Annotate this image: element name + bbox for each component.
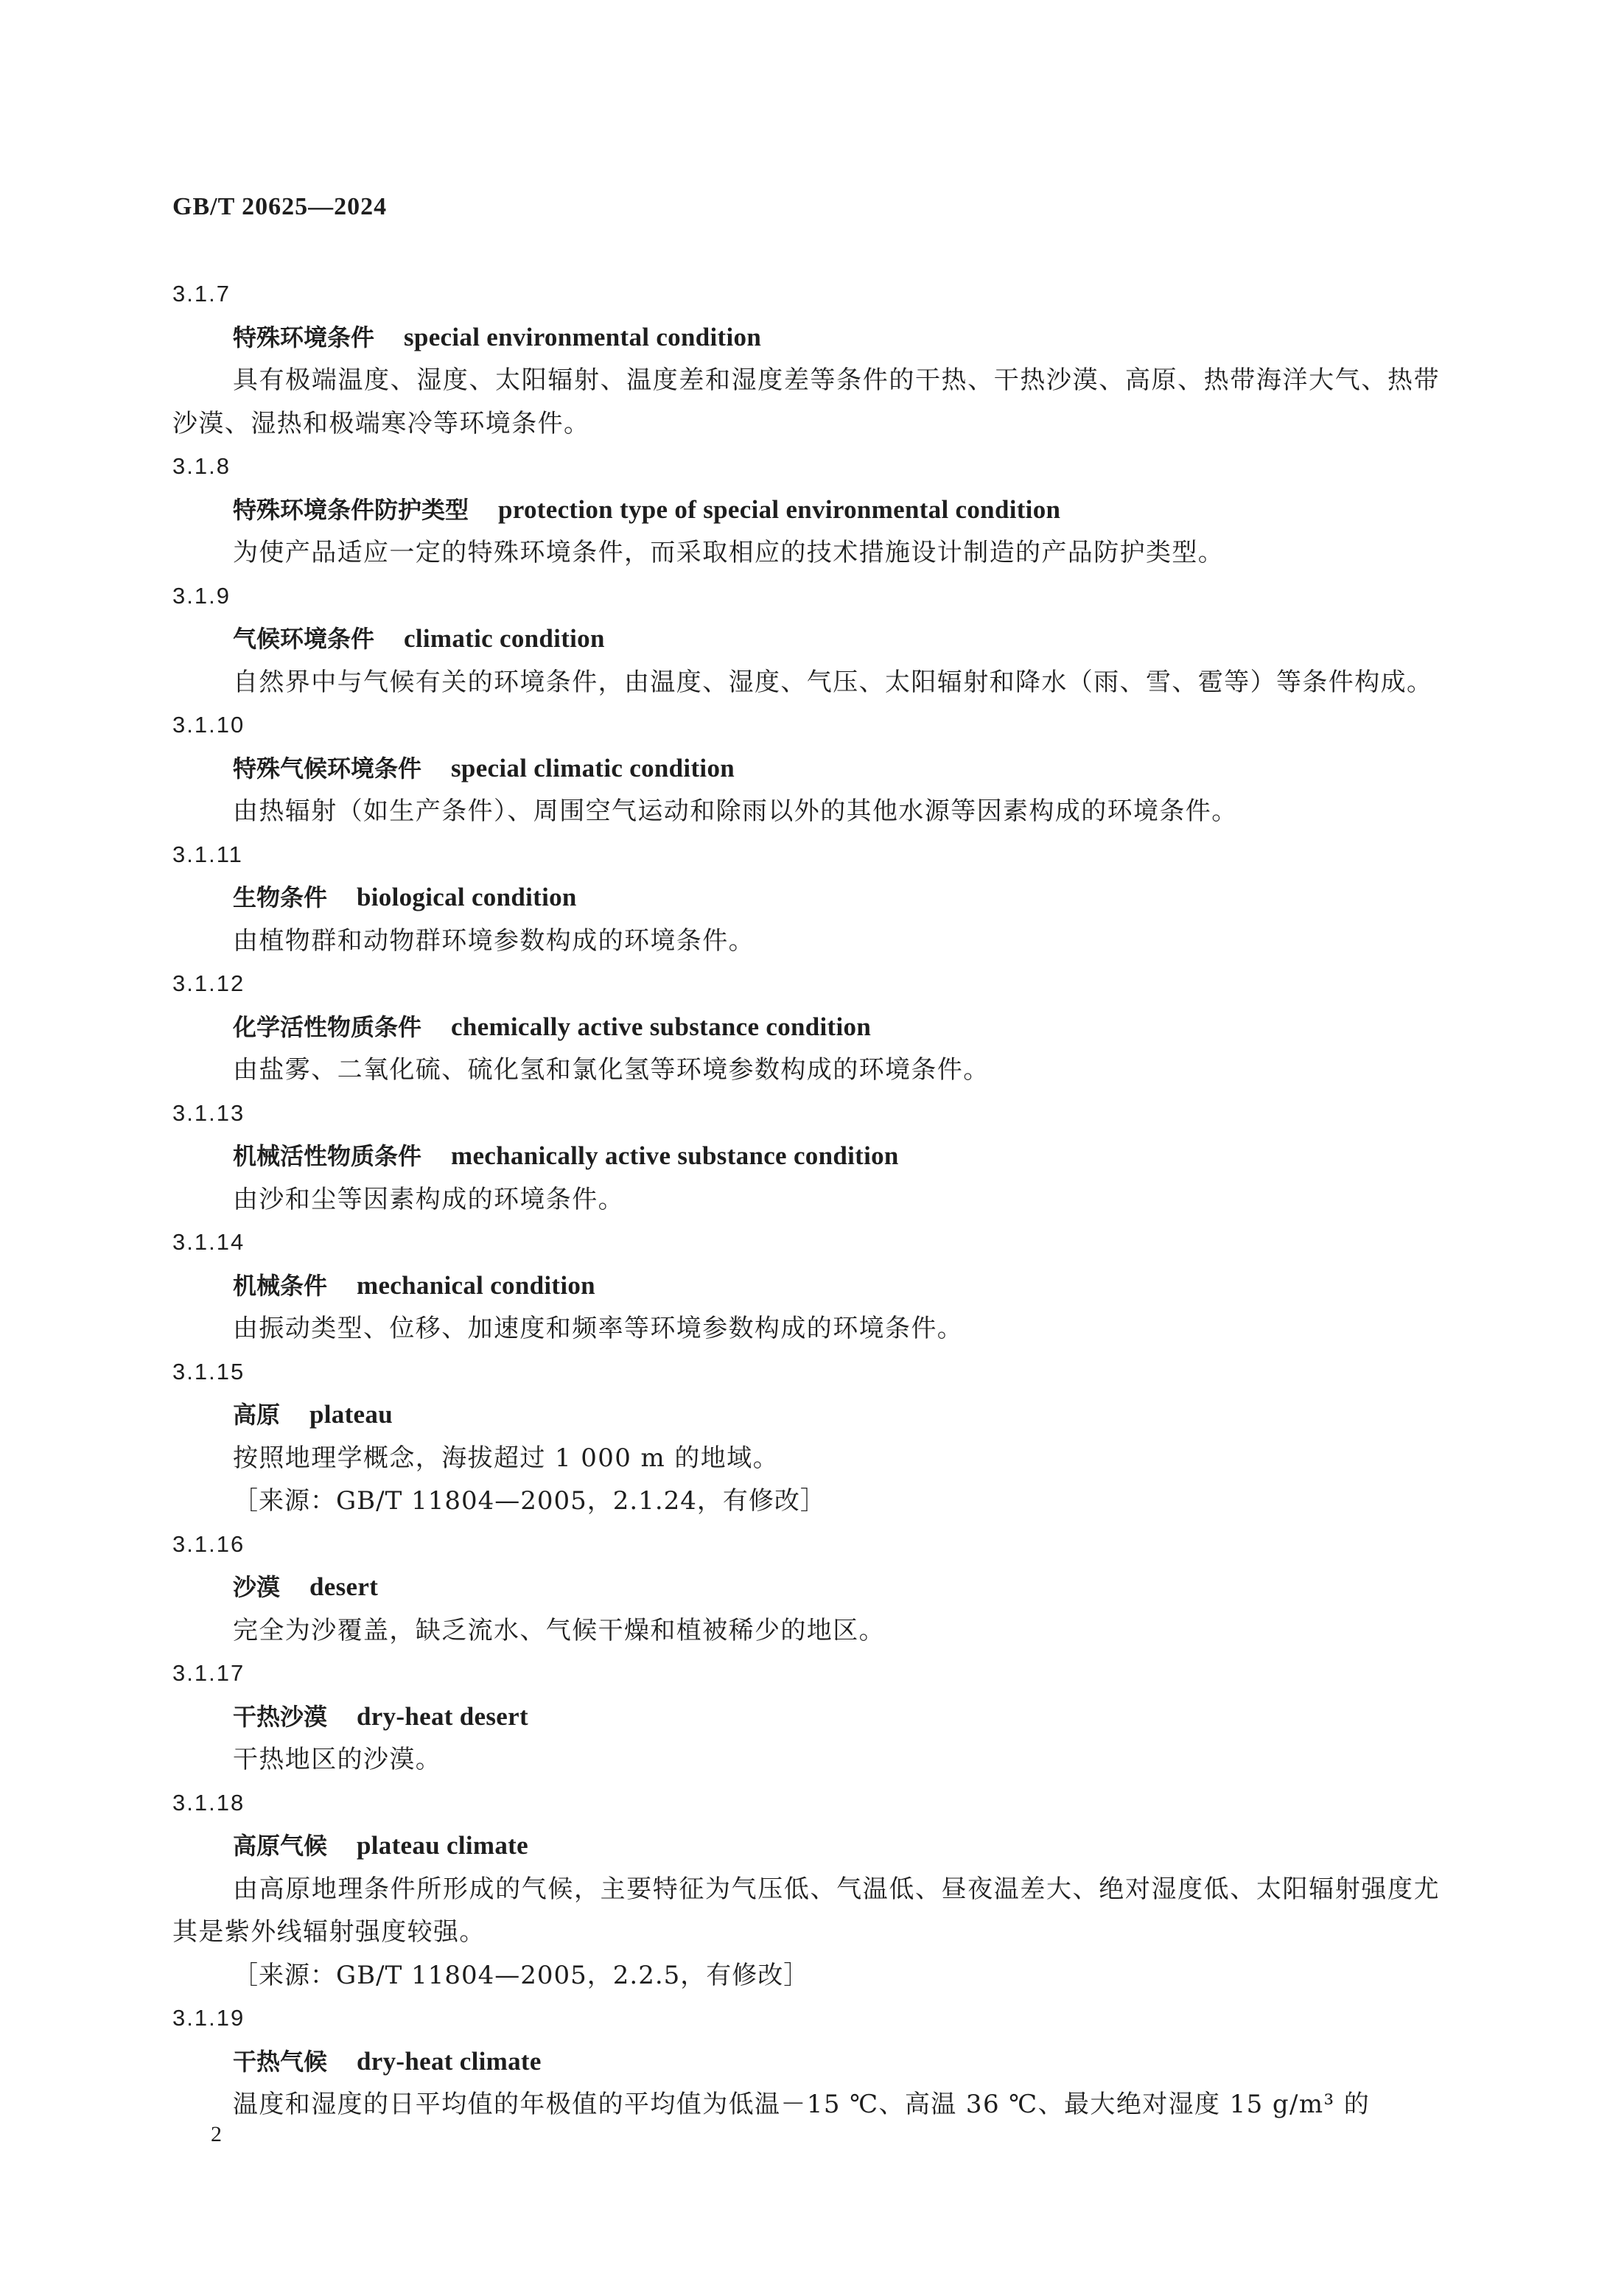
term-english: dry-heat desert: [357, 1701, 528, 1731]
term-heading: [172, 1566, 1440, 1609]
terms-list: [172, 273, 1440, 2126]
term-entry: [172, 1092, 1440, 1222]
term-number: 3.1.7: [172, 281, 231, 307]
term-english: desert: [309, 1572, 379, 1601]
term-chinese: 沙漠: [233, 1573, 281, 1601]
term-entry: [172, 833, 1440, 963]
page-number: 2: [211, 2122, 222, 2146]
term-english: mechanically active substance condition: [451, 1141, 899, 1170]
term-entry: [172, 1652, 1440, 1782]
term-heading: [172, 1264, 1440, 1308]
term-english: biological condition: [357, 883, 577, 911]
term-heading: [172, 1006, 1440, 1049]
term-number: 3.1.8: [172, 453, 231, 479]
term-english: climatic condition: [404, 624, 605, 653]
term-english: special environmental condition: [404, 322, 762, 351]
term-chinese: 特殊气候环境条件: [233, 754, 422, 783]
term-entry: [172, 1782, 1440, 1998]
term-definition: 温度和湿度的日平均值的年极值的平均值为低温－15 ℃、高温 36 ℃、最大绝对湿度 15 g/m³ 的: [233, 2090, 1371, 2119]
term-entry: [172, 1997, 1440, 2126]
term-entry: [172, 273, 1440, 445]
term-entry: [172, 962, 1440, 1092]
term-english: protection type of special environmental condition: [498, 494, 1061, 524]
term-definition: 由盐雾、二氧化硫、硫化氢和氯化氢等环境参数构成的环境条件。: [233, 1055, 990, 1085]
term-number: 3.1.19: [172, 2005, 245, 2031]
term-chinese: 特殊环境条件: [233, 323, 375, 351]
term-definition: 由热辐射（如生产条件）、周围空气运动和除雨以外的其他水源等因素构成的环境条件。: [233, 797, 1238, 826]
term-definition: 为使产品适应一定的特殊环境条件，而采取相应的技术措施设计制造的产品防护类型。: [233, 538, 1225, 567]
term-chinese: 高原: [233, 1401, 281, 1429]
term-english: plateau climate: [357, 1831, 528, 1860]
term-definition: 由沙和尘等因素构成的环境条件。: [233, 1184, 624, 1214]
term-heading: [172, 1695, 1440, 1739]
term-number: 3.1.9: [172, 582, 231, 609]
term-number: 3.1.16: [172, 1530, 245, 1557]
term-entry: [172, 1351, 1440, 1523]
term-english: chemically active substance condition: [451, 1012, 872, 1041]
term-entry: [172, 704, 1440, 833]
term-chinese: 干热沙漠: [233, 1702, 328, 1731]
document-code: GB/T 20625—2024: [172, 193, 388, 220]
term-chinese: 高原气候: [233, 1832, 328, 1860]
term-english: dry-heat climate: [357, 2046, 542, 2076]
term-heading: [172, 747, 1440, 791]
term-definition: 具有极端温度、湿度、太阳辐射、温度差和湿度差等条件的干热、干热沙漠、高原、热带海洋大气、热带沙漠、湿热和极端寒冷等环境条件。: [172, 365, 1440, 438]
term-heading: [172, 316, 1440, 360]
term-definition: 按照地理学概念，海拔超过 1 000 m 的地域。: [233, 1443, 779, 1473]
term-chinese: 气候环境条件: [233, 625, 375, 653]
term-number: 3.1.12: [172, 970, 245, 996]
term-definition: 由高原地理条件所形成的气候，主要特征为气压低、气温低、昼夜温差大、绝对湿度低、太阳辐射强度尤其是紫外线辐射强度较强。: [172, 1874, 1440, 1947]
term-chinese: 特殊环境条件防护类型: [233, 495, 469, 524]
term-chinese: 机械活性物质条件: [233, 1142, 422, 1170]
term-entry: [172, 1221, 1440, 1351]
term-definition: 由植物群和动物群环境参数构成的环境条件。: [233, 925, 755, 956]
term-definition: 干热地区的沙漠。: [233, 1745, 442, 1774]
term-number: 3.1.11: [172, 841, 243, 867]
term-definition: 由振动类型、位移、加速度和频率等环境参数构成的环境条件。: [233, 1314, 964, 1343]
term-number: 3.1.15: [172, 1358, 245, 1384]
term-chinese: 干热气候: [233, 2047, 328, 2076]
term-chinese: 机械条件: [233, 1271, 328, 1300]
term-entry: [172, 445, 1440, 575]
term-chinese: 化学活性物质条件: [233, 1012, 422, 1041]
term-entry: [172, 575, 1440, 704]
term-entry: [172, 1523, 1440, 1653]
term-heading: [172, 489, 1440, 532]
term-english: special climatic condition: [451, 753, 735, 783]
term-number: 3.1.10: [172, 712, 245, 738]
term-english: mechanical condition: [357, 1270, 595, 1300]
term-definition: 完全为沙覆盖，缺乏流水、气候干燥和植被稀少的地区。: [233, 1615, 885, 1645]
term-english: plateau: [309, 1400, 393, 1429]
term-number: 3.1.13: [172, 1099, 245, 1126]
term-heading: [172, 617, 1440, 661]
term-number: 3.1.17: [172, 1660, 245, 1686]
term-heading: [172, 1393, 1440, 1437]
term-heading: [172, 1824, 1440, 1868]
term-heading: [172, 1135, 1440, 1178]
term-number: 3.1.14: [172, 1229, 245, 1255]
term-heading: [172, 2040, 1440, 2084]
term-source: ［来源：GB/T 11804—2005，2.2.5，有修改］: [233, 1960, 810, 1990]
term-heading: [172, 876, 1440, 920]
term-number: 3.1.18: [172, 1789, 245, 1816]
term-source: ［来源：GB/T 11804—2005，2.1.24，有修改］: [233, 1486, 826, 1516]
term-definition: 自然界中与气候有关的环境条件，由温度、湿度、气压、太阳辐射和降水（雨、雪、雹等）等条件构成。: [233, 667, 1433, 697]
term-chinese: 生物条件: [233, 883, 328, 911]
